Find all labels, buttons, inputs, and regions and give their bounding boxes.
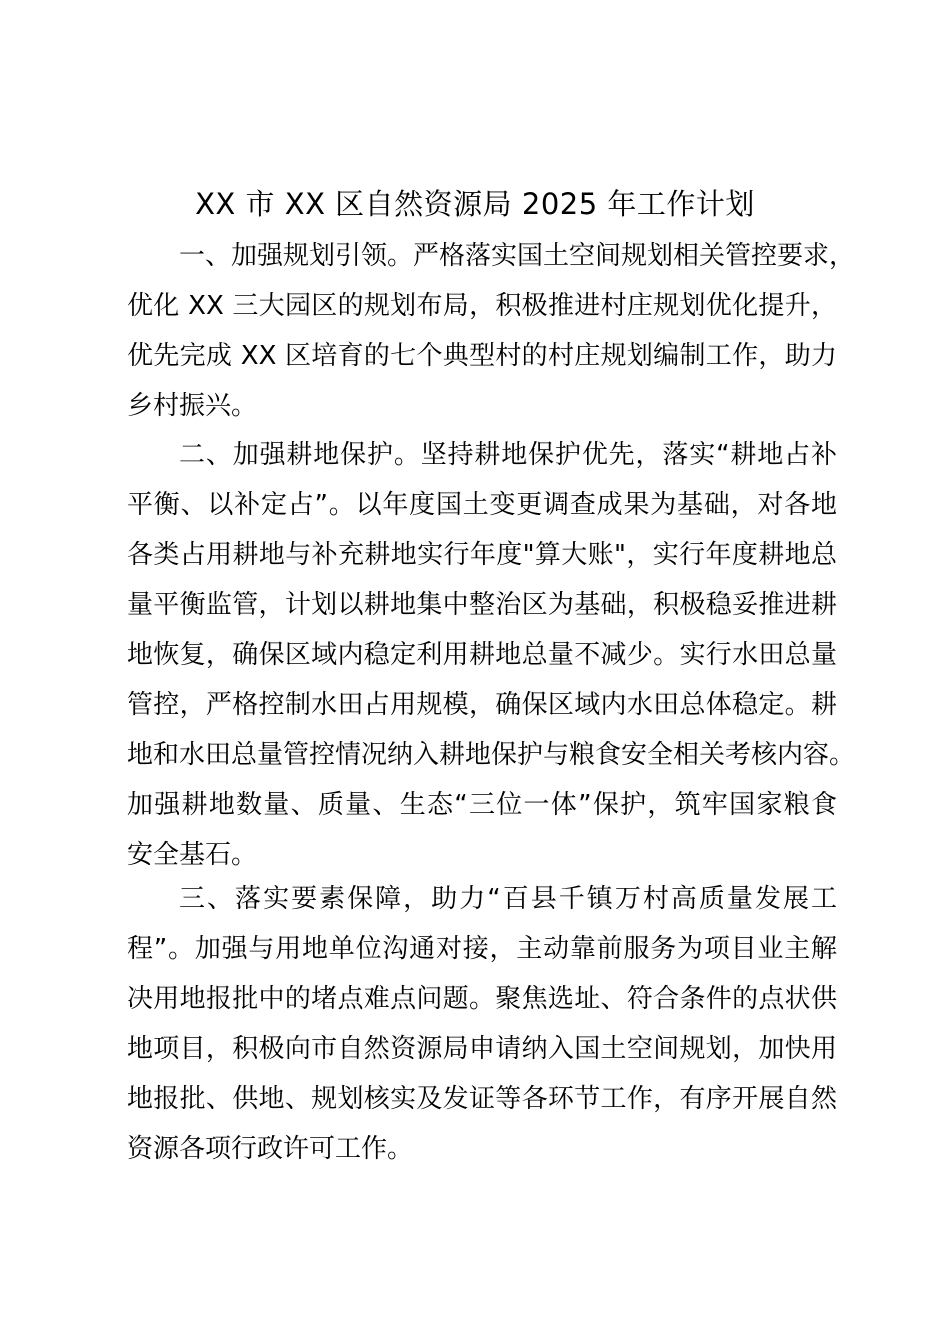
paragraph-line: 乡村振兴。: [127, 391, 258, 421]
paragraph-resource-guarantee: [127, 874, 837, 1174]
paragraph-line: 程”。加强与用地单位沟通对接，主动靠前服务为项目业主解: [127, 934, 837, 964]
paragraph-line: 资源各项行政许可工作。: [127, 1134, 414, 1164]
paragraph-line: 各类占用耕地与补充耕地实行年度"算大账"，实行年度耕地总: [127, 540, 837, 570]
paragraph-line: 地报批、供地、规划核实及发证等各环节工作，有序开展自然: [127, 1084, 837, 1114]
paragraph-line: 决用地报批中的堵点难点问题。聚焦选址、符合条件的点状供: [127, 984, 837, 1014]
paragraph-planning: [127, 231, 856, 431]
paragraph-line: 地项目，积极向市自然资源局申请纳入国土空间规划，加快用: [127, 1034, 837, 1064]
paragraph-line: 管控，严格控制水田占用规模，确保区域内水田总体稳定。耕: [127, 690, 837, 720]
paragraph-line: 地恢复，确保区域内稳定利用耕地总量不减少。实行水田总量: [127, 640, 837, 670]
paragraph-line: 一、加强规划引领。严格落实国土空间规划相关管控要求，: [179, 241, 856, 271]
paragraph-line: 安全基石。: [127, 840, 258, 870]
paragraph-line: 加强耕地数量、质量、生态“三位一体”保护，筑牢国家粮食: [127, 790, 837, 820]
paragraph-line: 三、落实要素保障，助力“百县千镇万村高质量发展工: [179, 884, 837, 914]
paragraph-line: 优化 XX 三大园区的规划布局，积极推进村庄规划优化提升，: [127, 291, 837, 321]
document-title: XX 市 XX 区自然资源局 2025 年工作计划: [195, 187, 755, 221]
paragraph-line: 平衡、以补定占”。以年度国土变更调查成果为基础，对各地: [127, 490, 837, 520]
paragraph-line: 二、加强耕地保护。坚持耕地保护优先，落实“耕地占补: [179, 440, 837, 470]
paragraph-farmland: [127, 430, 856, 880]
paragraph-line: 地和水田总量管控情况纳入耕地保护与粮食安全相关考核内容。: [127, 740, 856, 770]
paragraph-line: 量平衡监管，计划以耕地集中整治区为基础，积极稳妥推进耕: [127, 590, 837, 620]
paragraph-line: 优先完成 XX 区培育的七个典型村的村庄规划编制工作，助力: [127, 341, 837, 371]
